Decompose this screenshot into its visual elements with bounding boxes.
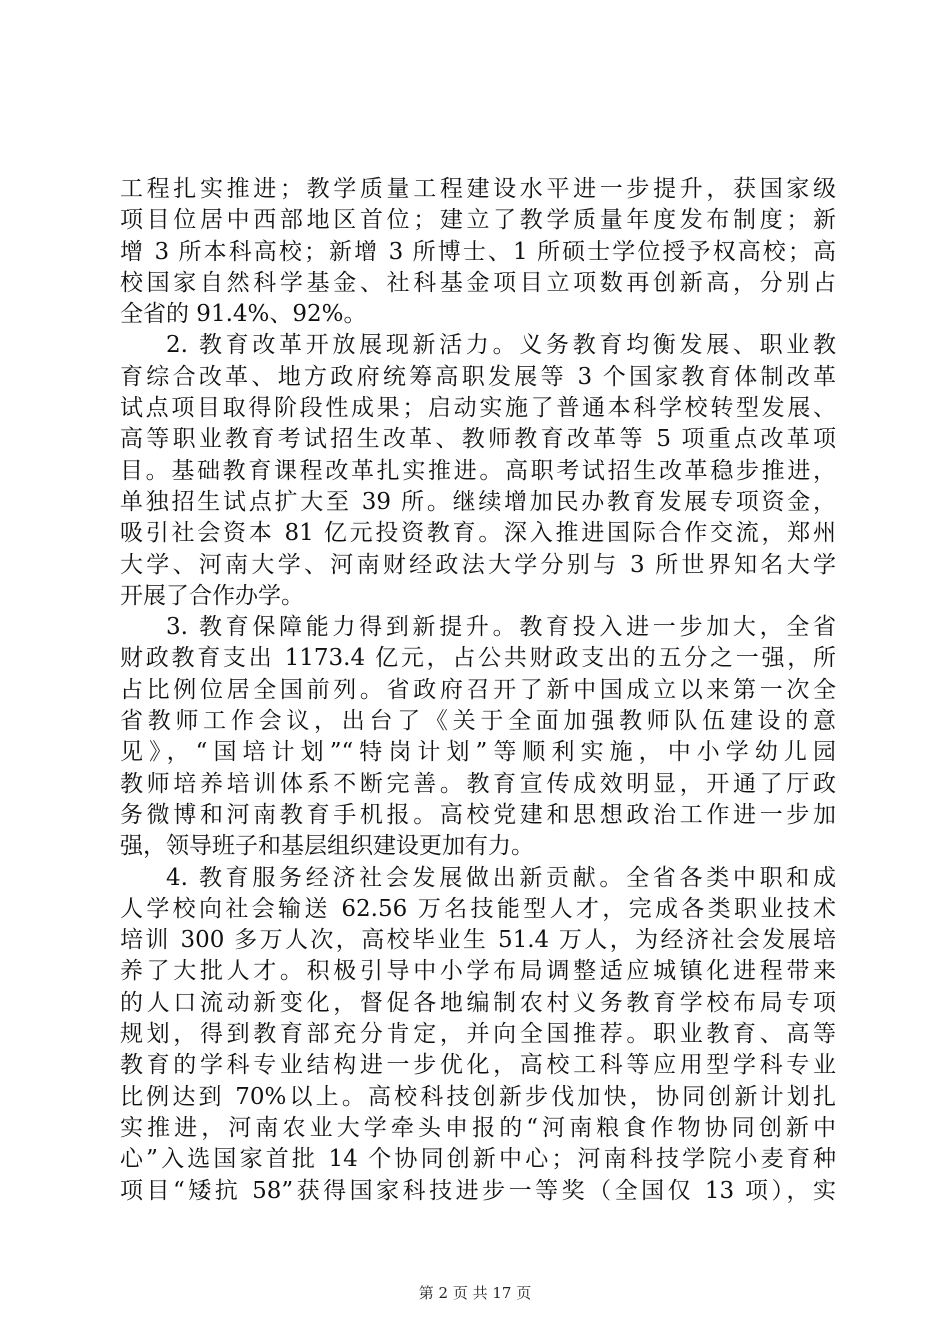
text-line: 占比例位居全国前列。省政府召开了新中国成立以来第一次全: [120, 676, 836, 703]
text-line: 财政教育支出 1173.4 亿元，占公共财政支出的五分之一强，所: [120, 645, 836, 672]
paragraph-2-heading-line: 2. 教育改革开放展现新活力。义务教育均衡发展、职业教: [166, 332, 836, 359]
paragraph-4-heading-line: 4. 教育服务经济社会发展做出新贡献。全省各类中职和成: [166, 864, 836, 891]
text-line: 开展了合作办学。: [120, 582, 304, 609]
text-line: 育综合改革、地方政府统筹高职发展等 3 个国家教育体制改革: [120, 363, 836, 390]
text-line: 工程扎实推进；教学质量工程建设水平进一步提升，获国家级: [120, 176, 836, 202]
text-line: 大学、河南大学、河南财经政法大学分别与 3 所世界知名大学: [120, 551, 836, 578]
text-line: 校国家自然科学基金、社科基金项目立项数再创新高，分别占: [120, 269, 836, 296]
text-line: 务微博和河南教育手机报。高校党建和思想政治工作进一步加: [120, 801, 836, 828]
text-line: 比例达到 70%以上。高校科技创新步伐加快，协同创新计划扎: [120, 1083, 836, 1110]
text-line: 教师培养培训体系不断完善。教育宣传成效明显，开通了厅政: [120, 770, 836, 797]
text-line: 增 3 所本科高校；新增 3 所博士、1 所硕士学位授予权高校；高: [120, 238, 836, 265]
text-line: 全省的 91.4%、92%。: [120, 301, 367, 328]
text-line: 强，领导班子和基层组织建设更加有力。: [120, 833, 534, 860]
page-number-footer: 第 2 页 共 17 页: [418, 1284, 532, 1302]
text-line: 心”入选国家首批 14 个协同创新中心；河南科技学院小麦育种: [120, 1146, 836, 1173]
text-line: 见》，“国培计划”“特岗计划”等顺利实施，中小学幼儿园: [120, 739, 836, 766]
text-line: 的人口流动新变化，督促各地编制农村义务教育学校布局专项: [120, 989, 836, 1016]
text-line: 省教师工作会议，出台了《关于全面加强教师队伍建设的意: [120, 708, 836, 735]
text-line: 实推进，河南农业大学牵头申报的“河南粮食作物协同创新中: [120, 1114, 836, 1141]
text-line: 高等职业教育考试招生改革、教师教育改革等 5 项重点改革项: [120, 426, 836, 453]
text-line: 培训 300 多万人次，高校毕业生 51.4 万人，为经济社会发展培: [120, 927, 836, 954]
text-line: 吸引社会资本 81 亿元投资教育。深入推进国际合作交流，郑州: [120, 520, 836, 547]
text-line: 目。基础教育课程改革扎实推进。高职考试招生改革稳步推进，: [120, 457, 836, 484]
paragraph-3-heading-line: 3. 教育保障能力得到新提升。教育投入进一步加大，全省: [166, 614, 836, 641]
text-line: 养了大批人才。积极引导中小学布局调整适应城镇化进程带来: [120, 958, 836, 985]
text-line: 项目位居中西部地区首位；建立了教学质量年度发布制度；新: [120, 207, 836, 234]
text-line: 项目“矮抗 58”获得国家科技进步一等奖（全国仅 13 项），实: [120, 1177, 836, 1204]
text-line: 教育的学科专业结构进一步优化，高校工科等应用型学科专业: [120, 1052, 836, 1079]
text-line: 人学校向社会输送 62.56 万名技能型人才，完成各类职业技术: [120, 895, 836, 922]
text-line: 规划，得到教育部充分肯定，并向全国推荐。职业教育、高等: [120, 1021, 836, 1048]
body-text: [120, 174, 836, 1207]
text-line: 试点项目取得阶段性成果；启动实施了普通本科学校转型发展、: [120, 395, 836, 422]
text-line: 单独招生试点扩大至 39 所。继续增加民办教育发展专项资金，: [120, 488, 836, 515]
